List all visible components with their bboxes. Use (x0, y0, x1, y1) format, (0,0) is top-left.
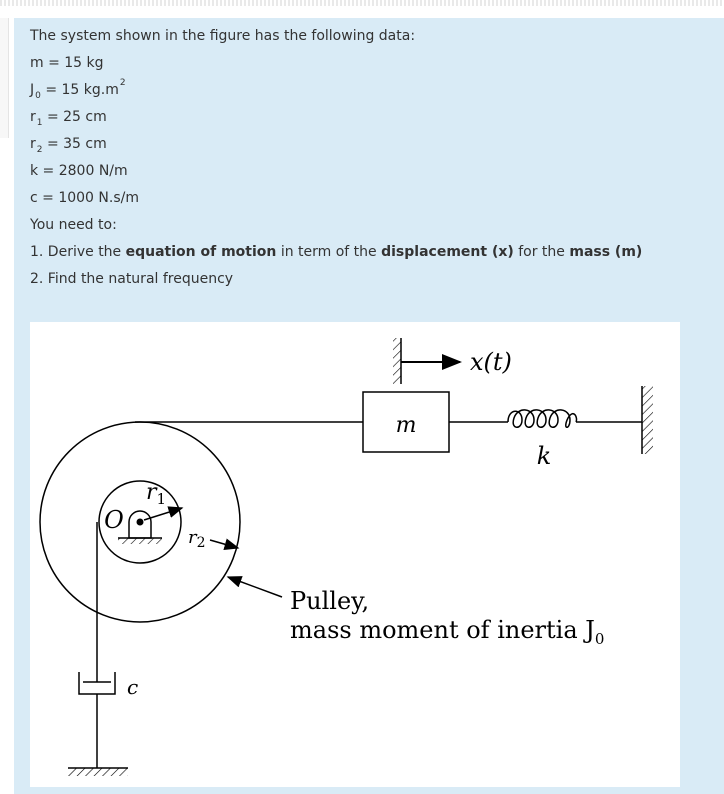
spring (449, 410, 642, 427)
r1-arrow (144, 508, 182, 520)
damper (79, 672, 115, 768)
question-text (30, 23, 642, 293)
damper-label: c (127, 675, 139, 699)
param-r2: $r_2 = 35$ cm (30, 136, 107, 155)
task-2: 2. Find the natural frequency (30, 271, 234, 287)
param-c: c = 1000 N.s/m (30, 190, 139, 206)
task-heading: You need to: (30, 217, 117, 233)
top-border (0, 0, 724, 6)
r2-label: $r_2$ (188, 527, 206, 551)
param-k: k = 2800 N/m (30, 163, 128, 179)
system-figure (30, 322, 680, 787)
intro-line: The system shown in the figure has the following data: (30, 28, 416, 44)
right-wall (642, 386, 653, 454)
pulley-label-1: Pulley, (290, 587, 370, 615)
param-j0: $J_0 = 15$ $kg.m^2$ (30, 78, 126, 101)
left-sidebar-stub (0, 18, 9, 138)
pulley-label-2: mass moment of inertia $J_0$ (290, 616, 605, 648)
r1-label: $r_1$ (146, 480, 167, 508)
center-label: O (104, 506, 124, 534)
r2-arrow (210, 540, 238, 548)
task-1: 1. Derive the equation of motion in term of the displacement (x) for the mass (m) (30, 244, 643, 260)
param-m: m = 15 kg (30, 55, 104, 71)
ground (68, 768, 128, 776)
spring-label: k (536, 442, 552, 470)
mechanical-system-diagram (30, 322, 680, 787)
pulley-pointer (228, 577, 282, 597)
mass-label: m (395, 413, 417, 438)
param-r1: $r_1 = 25$ cm (30, 109, 107, 128)
reference-wall (393, 338, 401, 384)
x-label: x(t) (470, 348, 512, 376)
